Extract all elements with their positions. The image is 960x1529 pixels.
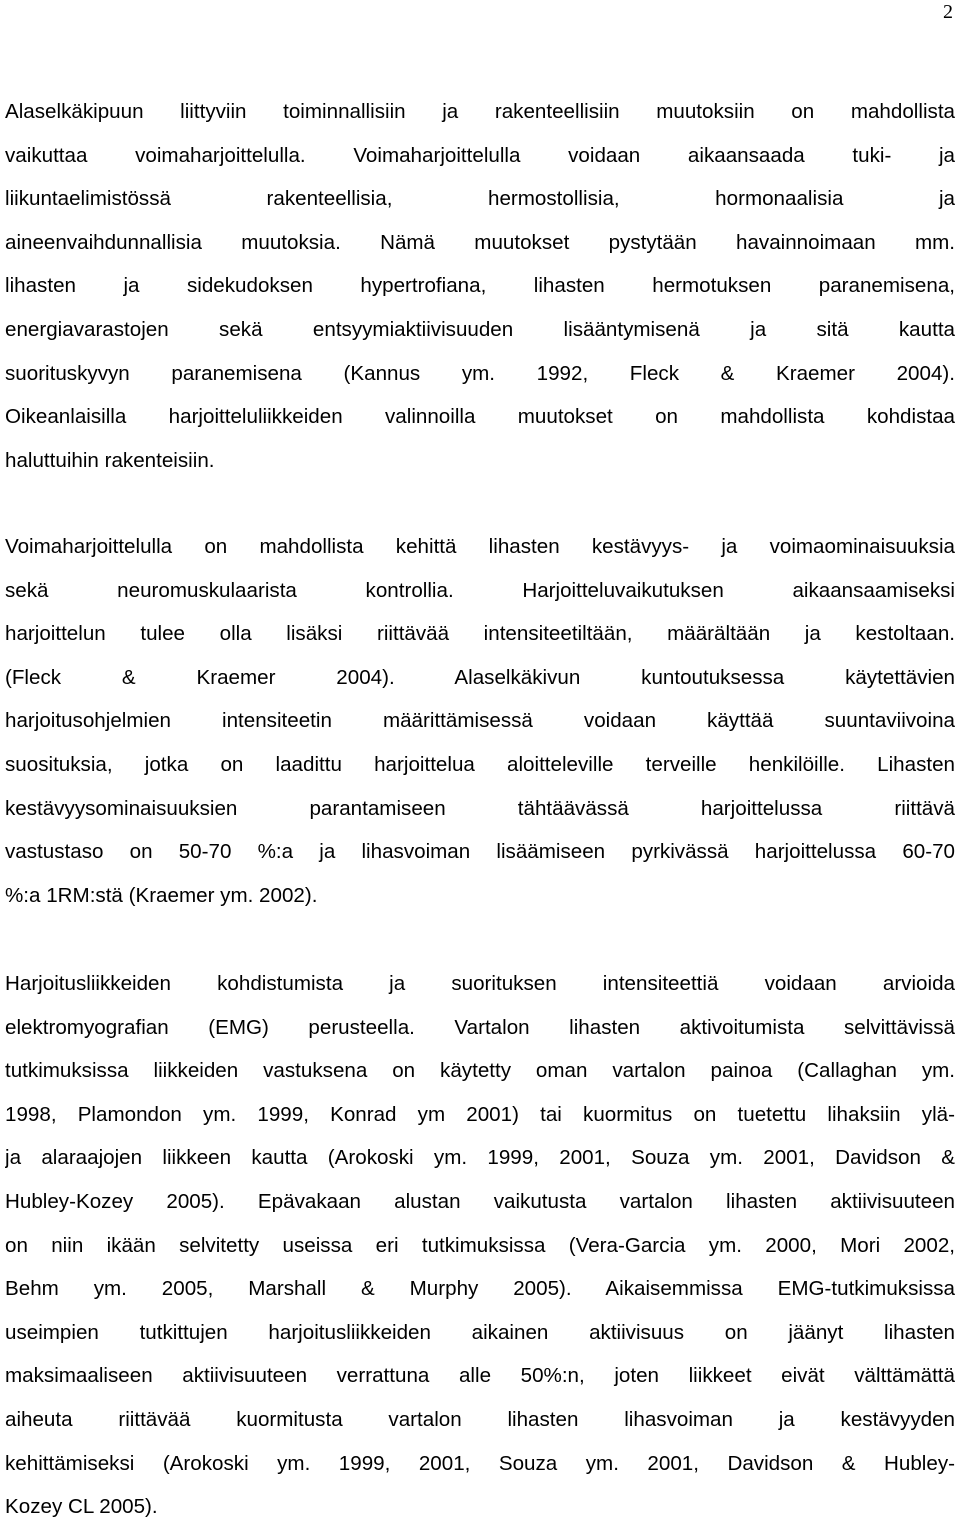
- paragraph-line: harjoittelun tulee olla lisäksi riittävää intensiteetiltään, määrältään ja kestoltaan.: [5, 622, 955, 646]
- paragraph-line: on niin ikään selvitetty useissa eri tutkimuksissa (Vera-Garcia ym. 2000, Mori 2002,: [5, 1233, 955, 1257]
- paragraph-line: kehittämiseksi (Arokoski ym. 1999, 2001, Souza ym. 2001, Davidson & Hubley-: [5, 1451, 955, 1475]
- paragraph-line: elektromyografian (EMG) perusteella. Vartalon lihasten aktivoitumista selvittävissä: [5, 1015, 955, 1039]
- paragraph-line: aiheuta riittävää kuormitusta vartalon lihasten lihasvoiman ja kestävyyden: [5, 1407, 955, 1431]
- paragraph-line: Harjoitusliikkeiden kohdistumista ja suorituksen intensiteettiä voidaan arvioida: [5, 972, 955, 995]
- paragraph-line: harjoitusohjelmien intensiteetin määrittämisessä voidaan käyttää suuntaviivoina: [5, 709, 955, 733]
- paragraph-line: ja alaraajojen liikkeen kautta (Arokoski ym. 1999, 2001, Souza ym. 2001, Davidson &: [5, 1146, 955, 1170]
- paragraph-line: sekä neuromuskulaarista kontrollia. Harjoitteluvaikutuksen aikaansaamiseksi: [5, 578, 955, 602]
- paragraph-line: lihasten ja sidekudoksen hypertrofiana, lihasten hermotuksen paranemisena,: [5, 274, 955, 298]
- paragraph-line: vastustaso on 50-70 %:a ja lihasvoiman lisäämiseen pyrkivässä harjoittelussa 60-70: [5, 840, 955, 864]
- paragraph-line: Oikeanlaisilla harjoitteluliikkeiden valinnoilla muutokset on mahdollista kohdistaa: [5, 405, 955, 429]
- paragraph-line: Alaselkäkipuun liittyviin toiminnallisiin ja rakenteellisiin muutoksiin on mahdollista: [5, 100, 955, 123]
- paragraph-line: suosituksia, jotka on laadittu harjoittelua aloitteleville terveille henkilöille. Lihasten: [5, 752, 955, 776]
- paragraph-line: Behm ym. 2005, Marshall & Murphy 2005). Aikaisemmissa EMG-tutkimuksissa: [5, 1277, 955, 1301]
- paragraph-line: Kozey CL 2005).: [5, 1495, 158, 1519]
- paragraph-line: 1998, Plamondon ym. 1999, Konrad ym 2001) tai kuormitus on tuetettu lihaksiin ylä-: [5, 1102, 955, 1126]
- page-number: 2: [943, 1, 953, 23]
- paragraph-1: [5, 90, 955, 482]
- paragraph-line: Voimaharjoittelulla on mahdollista kehittä lihasten kestävyys- ja voimaominaisuuksia: [5, 535, 955, 558]
- paragraph-line: (Fleck & Kraemer 2004). Alaselkäkivun kuntoutuksessa käytettävien: [5, 665, 955, 689]
- paragraph-line: vaikuttaa voimaharjoittelulla. Voimaharjoittelulla voidaan aikaansaada tuki- ja: [5, 143, 955, 167]
- paragraph-line: liikuntaelimistössä rakenteellisia, hermostollisia, hormonaalisia ja: [5, 187, 955, 211]
- paragraph-line: useimpien tutkittujen harjoitusliikkeiden aikainen aktiivisuus on jäänyt lihasten: [5, 1320, 955, 1344]
- paragraph-2: [5, 525, 955, 917]
- paragraph-line: maksimaaliseen aktiivisuuteen verrattuna alle 50%:n, joten liikkeet eivät välttämättä: [5, 1364, 955, 1388]
- paragraph-line: haluttuihin rakenteisiin.: [5, 448, 215, 472]
- paragraph-line: suorituskyvyn paranemisena (Kannus ym. 1992, Fleck & Kraemer 2004).: [5, 361, 955, 385]
- paragraph-line: kestävyysominaisuuksien parantamiseen tähtäävässä harjoittelussa riittävä: [5, 796, 955, 820]
- paragraph-line: tutkimuksissa liikkeiden vastuksena on käytetty oman vartalon painoa (Callaghan ym.: [5, 1059, 955, 1083]
- paragraph-line: Hubley-Kozey 2005). Epävakaan alustan vaikutusta vartalon lihasten aktiivisuuteen: [5, 1189, 955, 1213]
- paragraph-3: [5, 962, 955, 1529]
- paragraph-line: %:a 1RM:stä (Kraemer ym. 2002).: [5, 883, 318, 907]
- paragraph-line: aineenvaihdunnallisia muutoksia. Nämä muutokset pystytään havainnoimaan mm.: [5, 230, 955, 254]
- paragraph-line: energiavarastojen sekä entsyymiaktiivisuuden lisääntymisenä ja sitä kautta: [5, 317, 955, 341]
